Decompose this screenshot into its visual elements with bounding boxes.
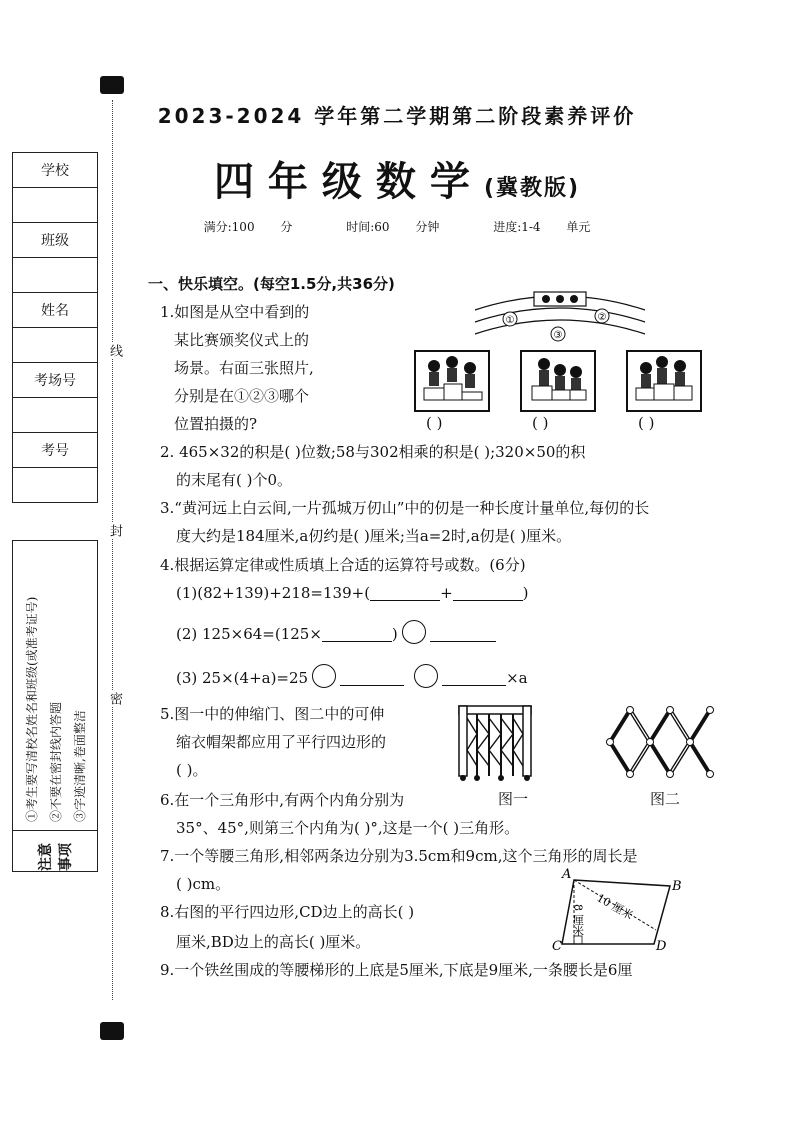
q8-line-1: 8.右图的平行四边形,CD边上的高长( ) [160, 903, 415, 921]
name-label: 姓名 [13, 293, 97, 328]
name-field[interactable] [13, 328, 97, 363]
full-score: 满分:100 分 [203, 220, 293, 234]
registration-mark-bottom [100, 1022, 124, 1040]
q1-line-5: 位置拍摄的? [174, 415, 258, 433]
binding-label-seal: 封 [107, 524, 122, 537]
q4-p2-pre: (2) 125×64=(125× [176, 625, 322, 643]
figure-1-label: 图一 [498, 790, 529, 808]
q5-line-2: 缩衣帽架都应用了平行四边形的 [176, 733, 387, 751]
q4-p3-post: ×a [506, 669, 528, 687]
q4-title: 4.根据运算定律或性质填上合适的运算符号或数。(6分) [160, 556, 526, 574]
q4-p1-blank-1[interactable] [370, 584, 440, 601]
q4-p1-blank-2[interactable] [453, 584, 523, 601]
q4-p1-post: ) [522, 584, 529, 602]
length-8-label: 8 厘米 [571, 904, 585, 937]
length-10-label: 10 厘米 [594, 891, 636, 923]
q4-p1-pre: (1)(82+139)+218=139+( [176, 584, 371, 602]
q4-p3-operator-circle-1[interactable] [312, 664, 336, 688]
section-1-title: 一、快乐填空。(每空1.5分,共36分) [148, 275, 395, 293]
room-field[interactable] [13, 398, 97, 433]
q7-line-2: ( )cm。 [176, 875, 231, 893]
subject-title [0, 150, 794, 207]
exam-progress: 进度:1-4 单元 [493, 220, 591, 234]
q7-line-1: 7.一个等腰三角形,相邻两条边分别为3.5cm和9cm,这个三角形的周长是 [160, 847, 638, 865]
subject-name: 四年级数学 [213, 159, 484, 205]
notice-title: 注意事项 [13, 830, 97, 871]
q2-line-1: 2. 465×32的积是( )位数;58与302相乘的积是( );320×50的积 [160, 443, 586, 461]
vertex-d-label: D [656, 939, 667, 952]
binding-label-line: 线 [107, 344, 122, 357]
q3-line-2: 度大约是184厘米,a仞约是( )厘米;当a=2时,a仞是( )厘米。 [176, 527, 572, 545]
q3-line-1: 3.“黄河远上白云间,一片孤城万仞山”中的仞是一种长度计量单位,每仞的长 [160, 499, 650, 517]
photo-2 [520, 350, 596, 412]
photo-1 [414, 350, 490, 412]
exam-no-field[interactable] [13, 468, 97, 502]
notice-item-3: ③字迹清晰,卷面整洁 [72, 710, 87, 822]
notice-item-1: ①考生要写清校名姓名和班级(或准考证号) [24, 596, 39, 822]
q4-part-2 [176, 620, 496, 648]
binding-line [112, 100, 113, 1000]
school-label: 学校 [13, 153, 97, 188]
q4-p2-blank-2[interactable] [430, 625, 496, 642]
position-2-label: ② [597, 312, 607, 323]
q8-line-2: 厘米,BD边上的高长( )厘米。 [176, 933, 371, 951]
podium-top-view-diagram [470, 288, 650, 348]
q1-answer-3[interactable]: ( ) [638, 414, 655, 432]
vertex-a-label: A [562, 868, 572, 882]
position-1-label: ① [505, 315, 515, 326]
q9-line-1: 9.一个铁丝围成的等腰梯形的上底是5厘米,下底是9厘米,一条腰长是6厘 [160, 961, 633, 979]
q1-line-2: 某比赛颁奖仪式上的 [174, 331, 310, 349]
notice-item-2: ②不要在密封线内答题 [48, 701, 63, 822]
q4-p3-operator-circle-2[interactable] [414, 664, 438, 688]
photo-3-podium-icon [628, 352, 700, 410]
q6-line-1: 6.在一个三角形中,有两个内角分别为 [160, 791, 405, 809]
class-label: 班级 [13, 223, 97, 258]
q2-line-2: 的末尾有( )个0。 [176, 471, 293, 489]
q4-p2-operator-circle[interactable] [402, 620, 426, 644]
term-title: 2023-2024 学年第二学期第二阶段素养评价 [157, 104, 637, 128]
position-3-label: ③ [553, 330, 563, 341]
photo-1-podium-icon [416, 352, 488, 410]
q1-line-3: 场景。右面三张照片, [174, 359, 314, 377]
q4-p2-blank-1[interactable] [322, 625, 392, 642]
photo-2-podium-icon [522, 352, 594, 410]
q4-part-1 [176, 579, 529, 607]
q1-line-4: 分别是在①②③哪个 [174, 387, 310, 405]
edition-label: (冀教版) [483, 176, 581, 201]
q1-answer-2[interactable]: ( ) [532, 414, 549, 432]
q6-line-2: 35°、45°,则第三个内角为( )°,这是一个( )三角形。 [176, 819, 520, 837]
q4-p3-blank-2[interactable] [442, 669, 506, 686]
coat-rack-figure [600, 704, 720, 780]
q4-p2-post: ) [391, 625, 398, 643]
figure-2-label: 图二 [650, 790, 681, 808]
q4-p1-mid: + [440, 584, 453, 602]
q5-line-3: ( )。 [176, 761, 208, 779]
q1-line-1: 1.如图是从空中看到的 [160, 303, 310, 321]
vertex-c-label: C [552, 939, 562, 952]
exam-meta [0, 218, 794, 235]
retractable-gate-figure [455, 704, 535, 782]
exam-no-label: 考号 [13, 433, 97, 468]
vertex-b-label: B [672, 879, 682, 894]
class-field[interactable] [13, 258, 97, 293]
q1-text [160, 298, 314, 438]
q4-part-3 [176, 664, 528, 692]
room-label: 考场号 [13, 363, 97, 398]
parallelogram-figure [552, 868, 692, 952]
q4-p3-blank-1[interactable] [340, 669, 404, 686]
notice-box [12, 540, 98, 872]
q5-line-1: 5.图一中的伸缩门、图二中的可伸 [160, 705, 385, 723]
q1-answer-1[interactable]: ( ) [426, 414, 443, 432]
q5-text [160, 700, 386, 784]
exam-time: 时间:60 分钟 [346, 220, 440, 234]
q4-p3-pre: (3) 25×(4+a)=25 [176, 669, 309, 687]
registration-mark-top [100, 76, 124, 94]
photo-3 [626, 350, 702, 412]
binding-label-secret: 密 [107, 692, 122, 705]
